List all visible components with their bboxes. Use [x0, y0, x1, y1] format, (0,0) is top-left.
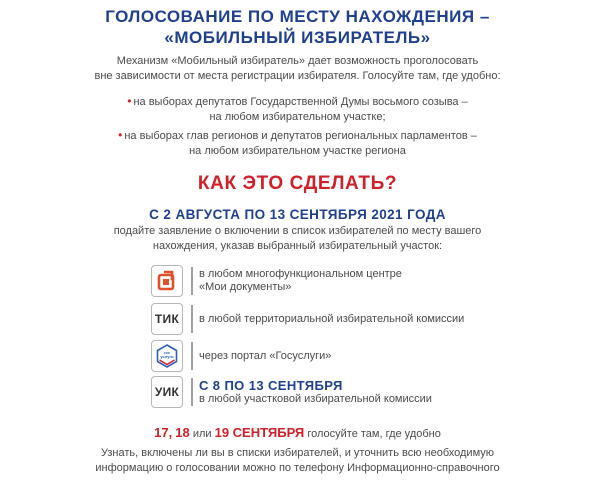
- date-17: 17,: [154, 425, 173, 440]
- tik-label: ТИК: [154, 312, 180, 326]
- option-uik: [151, 375, 432, 409]
- intro-text: [0, 54, 595, 84]
- bullet-2-line-2: на любом избирательном участке региона: [189, 145, 406, 157]
- uik-label: УИК: [154, 385, 180, 399]
- apply-text: [0, 224, 595, 254]
- divider: [191, 305, 193, 333]
- bullet-1-line-1: на выборах депутатов Государственной Думы восьмого созыва –: [133, 96, 468, 108]
- bullet-dot-icon: •: [118, 128, 123, 142]
- footer-line-2: информацию о голосовании можно по телефону Информационно-справочного: [95, 462, 500, 474]
- bullet-2-line-1: на выборах глав регионов и депутатов региональных парламентов –: [124, 130, 477, 142]
- page-title: [0, 6, 595, 48]
- option-mfc-text: [199, 268, 402, 294]
- footer-line-1: Узнать, включены ли вы в списки избирателей, и уточнить всю необходимую: [100, 447, 495, 459]
- intro-line-1: Механизм «Мобильный избиратель» дает возможность проголосовать: [116, 55, 479, 67]
- bullet-item: [0, 94, 595, 125]
- tik-badge: [151, 303, 183, 335]
- bullet-dot-icon: •: [127, 94, 132, 108]
- footer-text: [0, 446, 595, 476]
- option-tik: [151, 302, 464, 336]
- dates-rest-text: голосуйте там, где удобно: [307, 428, 441, 440]
- bullet-1-line-2: на любом избирательном участке;: [209, 111, 386, 123]
- gosuslugi-logo-text: гос услуги: [160, 350, 174, 359]
- bullet-item: [0, 128, 595, 159]
- mfc-logo-icon: [151, 265, 183, 297]
- option-mfc: [151, 264, 402, 298]
- uik-period-heading: С 8 ПО 13 СЕНТЯБРЯ: [199, 377, 343, 393]
- date-18: 18: [175, 425, 190, 440]
- date-or: или: [192, 428, 212, 440]
- period-heading: С 2 АВГУСТА ПО 13 СЕНТЯБРЯ 2021 ГОДА: [149, 207, 446, 222]
- date-19: 19 СЕНТЯБРЯ: [214, 425, 305, 440]
- apply-line-2: нахождения, указав выбранный избирательный участок:: [152, 240, 443, 252]
- apply-line-1: подайте заявление о включении в список избирателей по месту вашего: [113, 225, 482, 237]
- option-gosuslugi-text: через портал «Госуслуги»: [199, 349, 332, 362]
- how-to-heading: КАК ЭТО СДЕЛАТЬ?: [197, 173, 398, 194]
- option-uik-text: [199, 379, 432, 406]
- voting-dates: [0, 425, 595, 440]
- title-line-2: «МОБИЛЬНЫЙ ИЗБИРАТЕЛЬ»: [164, 28, 431, 47]
- title-line-1: ГОЛОСОВАНИЕ ПО МЕСТУ НАХОЖДЕНИЯ –: [105, 7, 490, 26]
- uik-badge: [151, 376, 183, 408]
- divider: [191, 267, 193, 295]
- intro-line-2: вне зависимости от места регистрации избирателя. Голосуйте там, где удобно:: [94, 70, 501, 82]
- option-tik-text: в любой территориальной избирательной комиссии: [199, 312, 465, 325]
- option-uik-line: в любой участковой избирательной комиссии: [199, 392, 432, 405]
- divider: [191, 342, 193, 370]
- divider: [191, 378, 193, 406]
- option-gosuslugi: [151, 339, 331, 373]
- option-mfc-line-1: в любом многофункциональном центре: [199, 268, 402, 280]
- option-mfc-line-2: «Мои документы»: [199, 281, 292, 293]
- gosuslugi-logo-icon: [151, 340, 183, 372]
